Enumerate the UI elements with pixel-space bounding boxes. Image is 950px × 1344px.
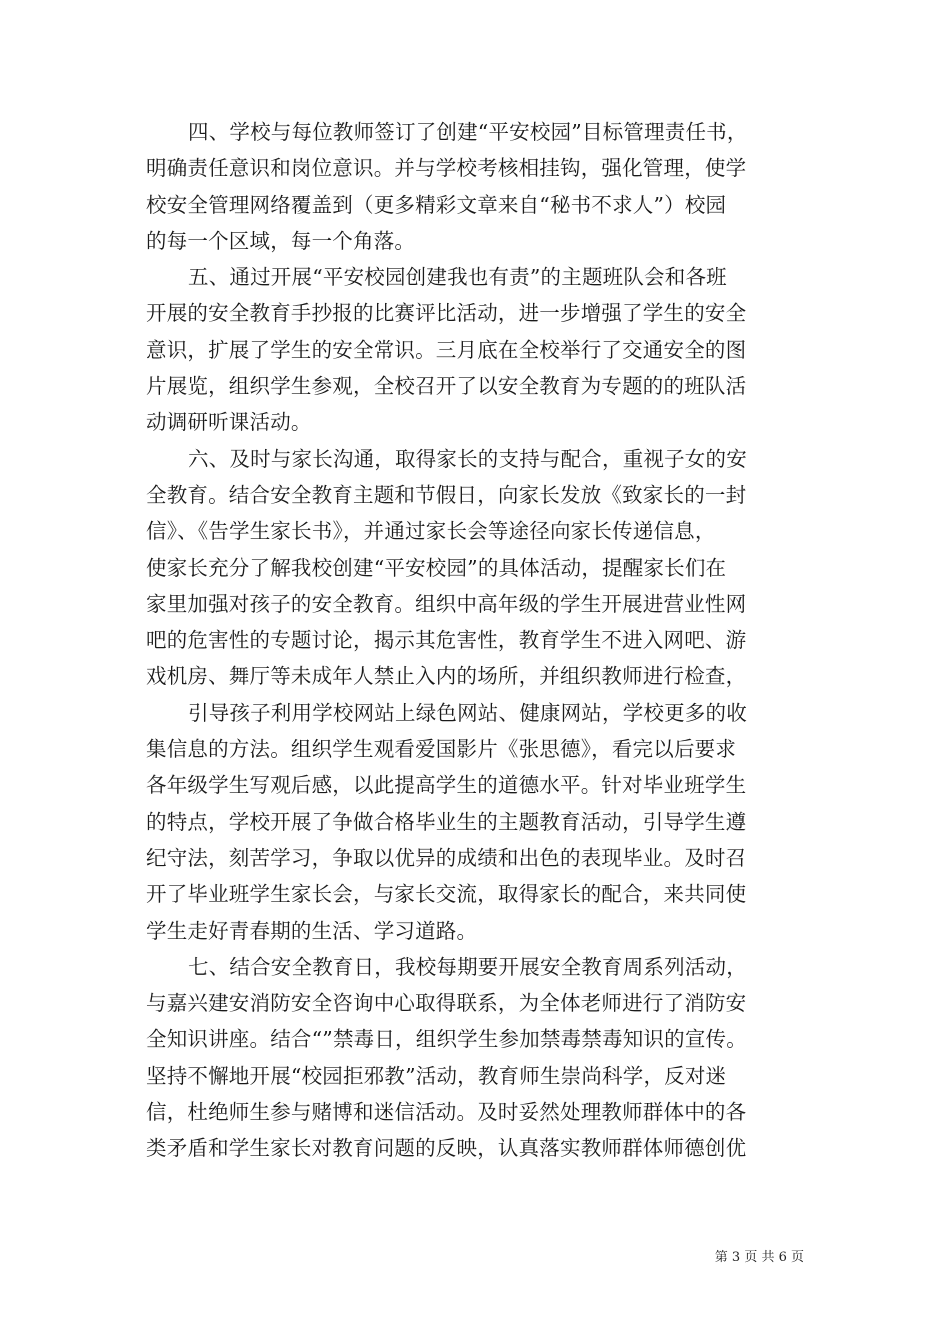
text-line: 使家长充分了解我校创建“平安校园”的具体活动，提醒家长们在 <box>146 555 727 580</box>
text-line: 动调研听课活动。 <box>146 410 312 435</box>
text-line: 明确责任意识和岗位意识。并与学校考核相挂钩，强化管理，使学 <box>146 156 747 181</box>
text-line: 戏机房、舞厅等未成年人禁止入内的场所，并组织教师进行检查， <box>146 664 747 689</box>
text-line: 类矛盾和学生家长对教育问题的反映，认真落实教师群体师德创优 <box>146 1136 747 1161</box>
text-line: 开展的安全教育手抄报的比赛评比活动，进一步增强了学生的安全 <box>146 301 747 326</box>
text-line: 家里加强对孩子的安全教育。组织中高年级的学生开展进营业性网 <box>146 591 747 616</box>
text-line: 五、通过开展“平安校园创建我也有责”的主题班队会和各班 <box>188 265 727 290</box>
text-line: 校安全管理网络覆盖到（更多精彩文章来自“秘书不求人”）校园 <box>146 192 727 217</box>
text-line: 集信息的方法。组织学生观看爱国影片《张思德》，看完以后要求 <box>146 737 737 762</box>
text-line: 全知识讲座。结合“”禁毒日，组织学生参加禁毒禁毒知识的宣传。 <box>146 1027 747 1052</box>
text-line: 全教育。结合安全教育主题和节假日，向家长发放《致家长的一封 <box>146 482 747 507</box>
text-line: 片展览，组织学生参观，全校召开了以安全教育为专题的的班队活 <box>146 374 747 399</box>
text-line: 纪守法，刻苦学习，争取以优异的成绩和出色的表现毕业。及时召 <box>146 845 747 870</box>
text-line: 意识，扩展了学生的安全常识。三月底在全校举行了交通安全的图 <box>146 337 747 362</box>
paragraph-7 <box>146 949 806 1167</box>
text-line: 的特点，学校开展了争做合格毕业生的主题教育活动，引导学生遵 <box>146 809 747 834</box>
text-line: 吧的危害性的专题讨论，揭示其危害性，教育学生不进入网吧、游 <box>146 628 747 653</box>
text-line: 信》、《告学生家长书》，并通过家长会等途径向家长传递信息， <box>146 519 716 544</box>
text-line: 学生走好青春期的生活、学习道路。 <box>146 918 478 943</box>
page-number: 第 3 页 共 6 页 <box>714 1250 804 1265</box>
paragraph-4 <box>146 114 806 259</box>
text-line: 六、及时与家长沟通，取得家长的支持与配合，重视子女的安 <box>188 446 747 471</box>
text-line: 四、学校与每位教师签订了创建“平安校园”目标管理责任书， <box>188 120 748 144</box>
text-line: 七、结合安全教育日，我校每期要开展安全教育周系列活动， <box>188 954 747 979</box>
paragraph-guidance <box>146 695 806 949</box>
text-line: 开了毕业班学生家长会，与家长交流，取得家长的配合，来共同使 <box>146 882 747 907</box>
paragraph-5 <box>146 259 806 440</box>
text-line: 与嘉兴建安消防安全咨询中心取得联系，为全体老师进行了消防安 <box>146 991 747 1016</box>
text-line: 坚持不懈地开展“校园拒邪教”活动，教育师生崇尚科学，反对迷 <box>146 1063 727 1088</box>
document-body <box>146 114 806 1167</box>
text-line: 各年级学生写观后感，以此提高学生的道德水平。针对毕业班学生 <box>146 773 747 798</box>
text-line: 的每一个区域，每一个角落。 <box>146 228 416 253</box>
paragraph-6 <box>146 441 806 695</box>
text-line: 信，杜绝师生参与赌博和迷信活动。及时妥然处理教师群体中的各 <box>146 1100 747 1125</box>
text-line: 引导孩子利用学校网站上绿色网站、健康网站，学校更多的收 <box>188 700 747 725</box>
